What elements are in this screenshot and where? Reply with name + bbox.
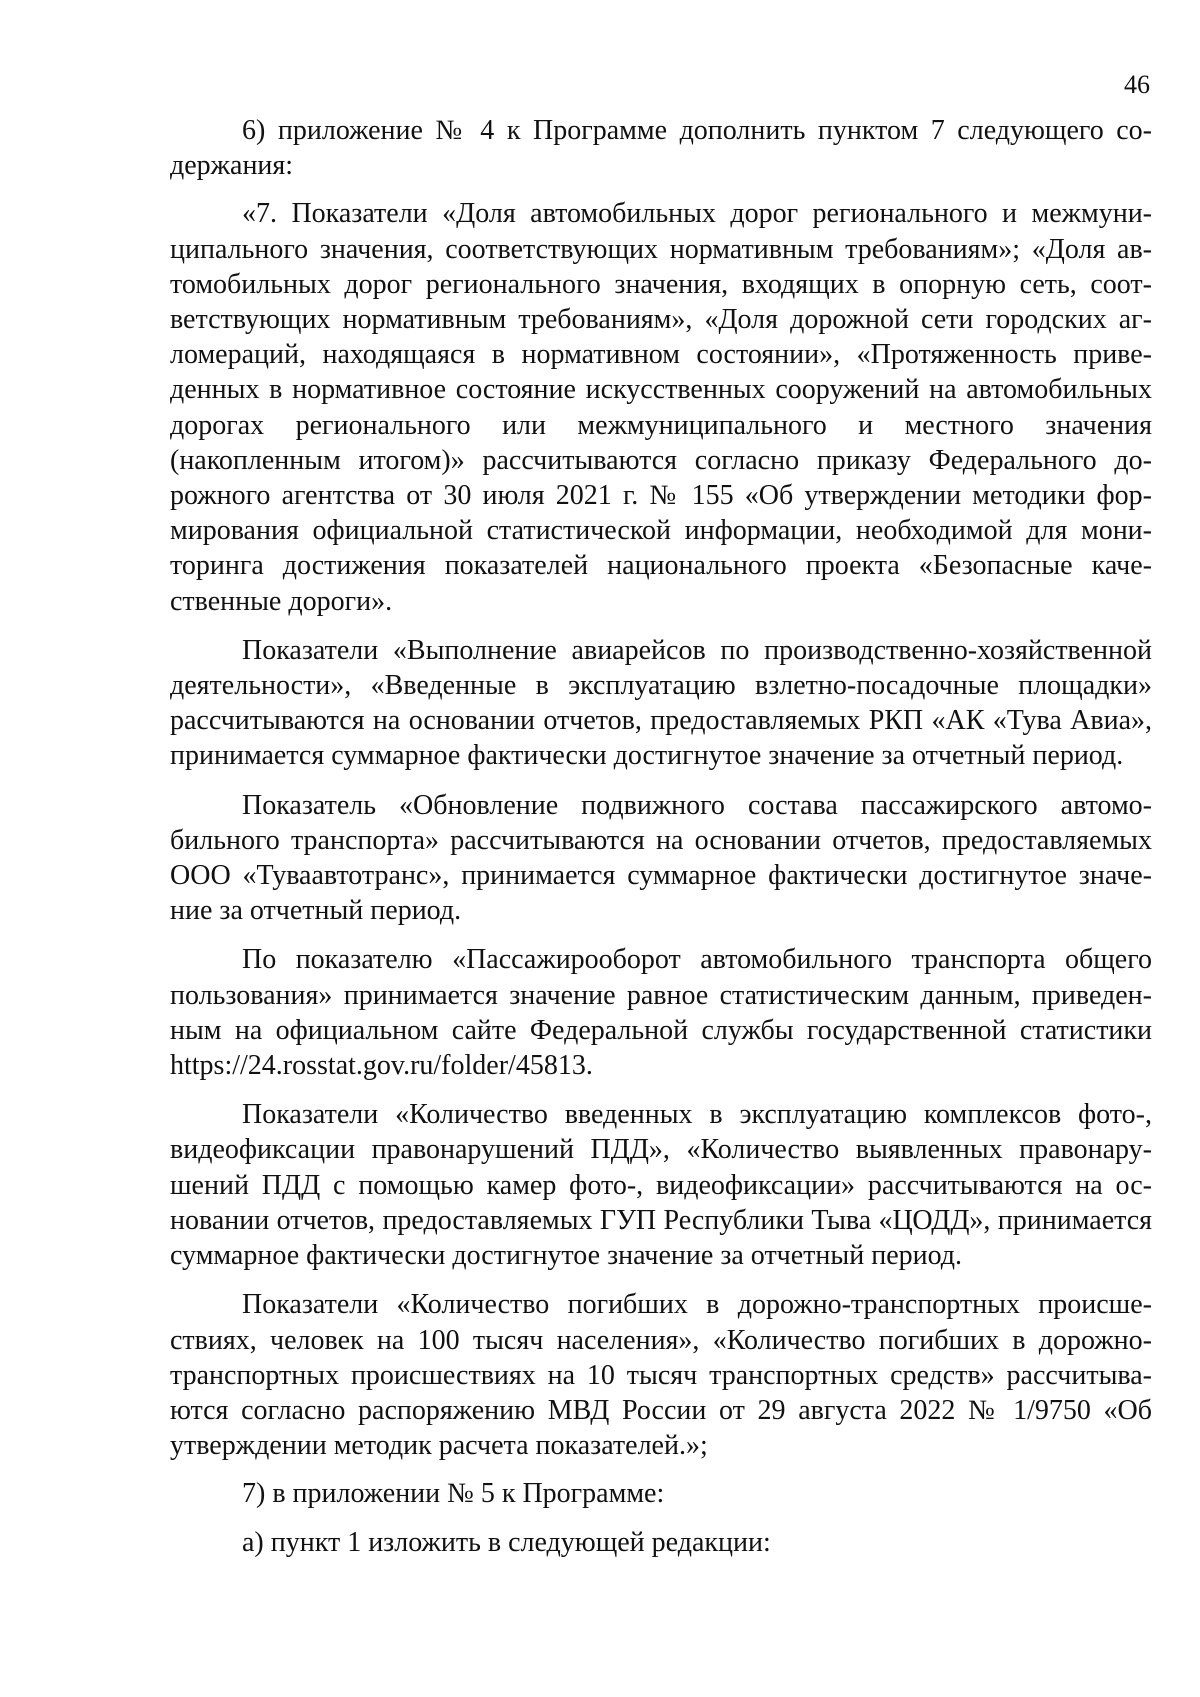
paragraph-indicator-rolling-stock: Показатель «Обновление подвижного состава пассажирского автомобильного транспорта» рассчитываются на основании отчетов, предоставляемых ООО «Туваавтотранс», принимается суммарное фактически достигнутое значение за отчетный период.	[170, 789, 1152, 927]
paragraph-item-6: 6) приложение № 4 к Программе дополнить пунктом 7 следующего содержания:	[170, 115, 1152, 182]
paragraph-indicators-fatalities: Показатели «Количество погибших в дорожно-транспортных происшествиях, человек на 100 тысяч населения», «Количество погибших в дорожнотранспортных происшествиях на 10 тысяч транспортных средств» рассчитываются согласно распоряжению МВД России от 29 августа 2022 № 1/9750 «Об утверждении методик расчета показателей.»;	[170, 1289, 1152, 1462]
paragraph-item-7: 7) в приложении № 5 к Программе:	[242, 1478, 665, 1510]
paragraph-indicators-photo-video: Показатели «Количество введенных в эксплуатацию комплексов фото-, видеофиксации правонарушений ПДД», «Количество выявленных правонарушений ПДД с помощью камер фото-, видеофиксации» рассчитываются на основании отчетов, предоставляемых ГУП Республики Тыва «ЦОДД», принимается суммарное фактически достигнутое значение за отчетный период.	[170, 1099, 1152, 1272]
paragraph-subitem-a: а) пункт 1 изложить в следующей редакции:	[242, 1526, 771, 1558]
document-body	[170, 113, 1152, 1560]
paragraph-indicators-aviation: Показатели «Выполнение авиарейсов по производственно-хозяйственной деятельности», «Введенные в эксплуатацию взлетно-посадочные площадки» рассчитываются на основании отчетов, предоставляемых РКП «АК «Тува Авиа», принимается суммарное фактически достигнутое значение за отчетный период.	[170, 634, 1152, 772]
page-number: 46	[1124, 70, 1150, 99]
paragraph-indicators-roads: «7. Показатели «Доля автомобильных дорог регионального и межмуниципального значения, соответствующих нормативным требованиям»; «Доля автомобильных дорог регионального значения, входящих в опорную сеть, соответствующих нормативным требованиям», «Доля дорожной сети городских агломераций, находящаяся в нормативном состоянии», «Протяженность приведенных в нормативное состояние искусственных сооружений на автомобильных дорогах регионального или межмуниципального и местного значения (накопленным итогом)» рассчитываются согласно приказу Федерального дорожного агентства от 30 июля 2021 г. № 155 «Об утверждении методики формирования официальной статистической информации, необходимой для мониторинга достижения показателей национального проекта «Безопасные качественные дороги».	[170, 198, 1152, 617]
paragraph-indicator-passenger-turnover: По показателю «Пассажирооборот автомобильного транспорта общего пользования» принимается значение равное статистическим данным, приведенным на официальном сайте Федеральной службы государственной статистики https://24.rosstat.gov.ru/folder/45813.	[170, 944, 1152, 1082]
